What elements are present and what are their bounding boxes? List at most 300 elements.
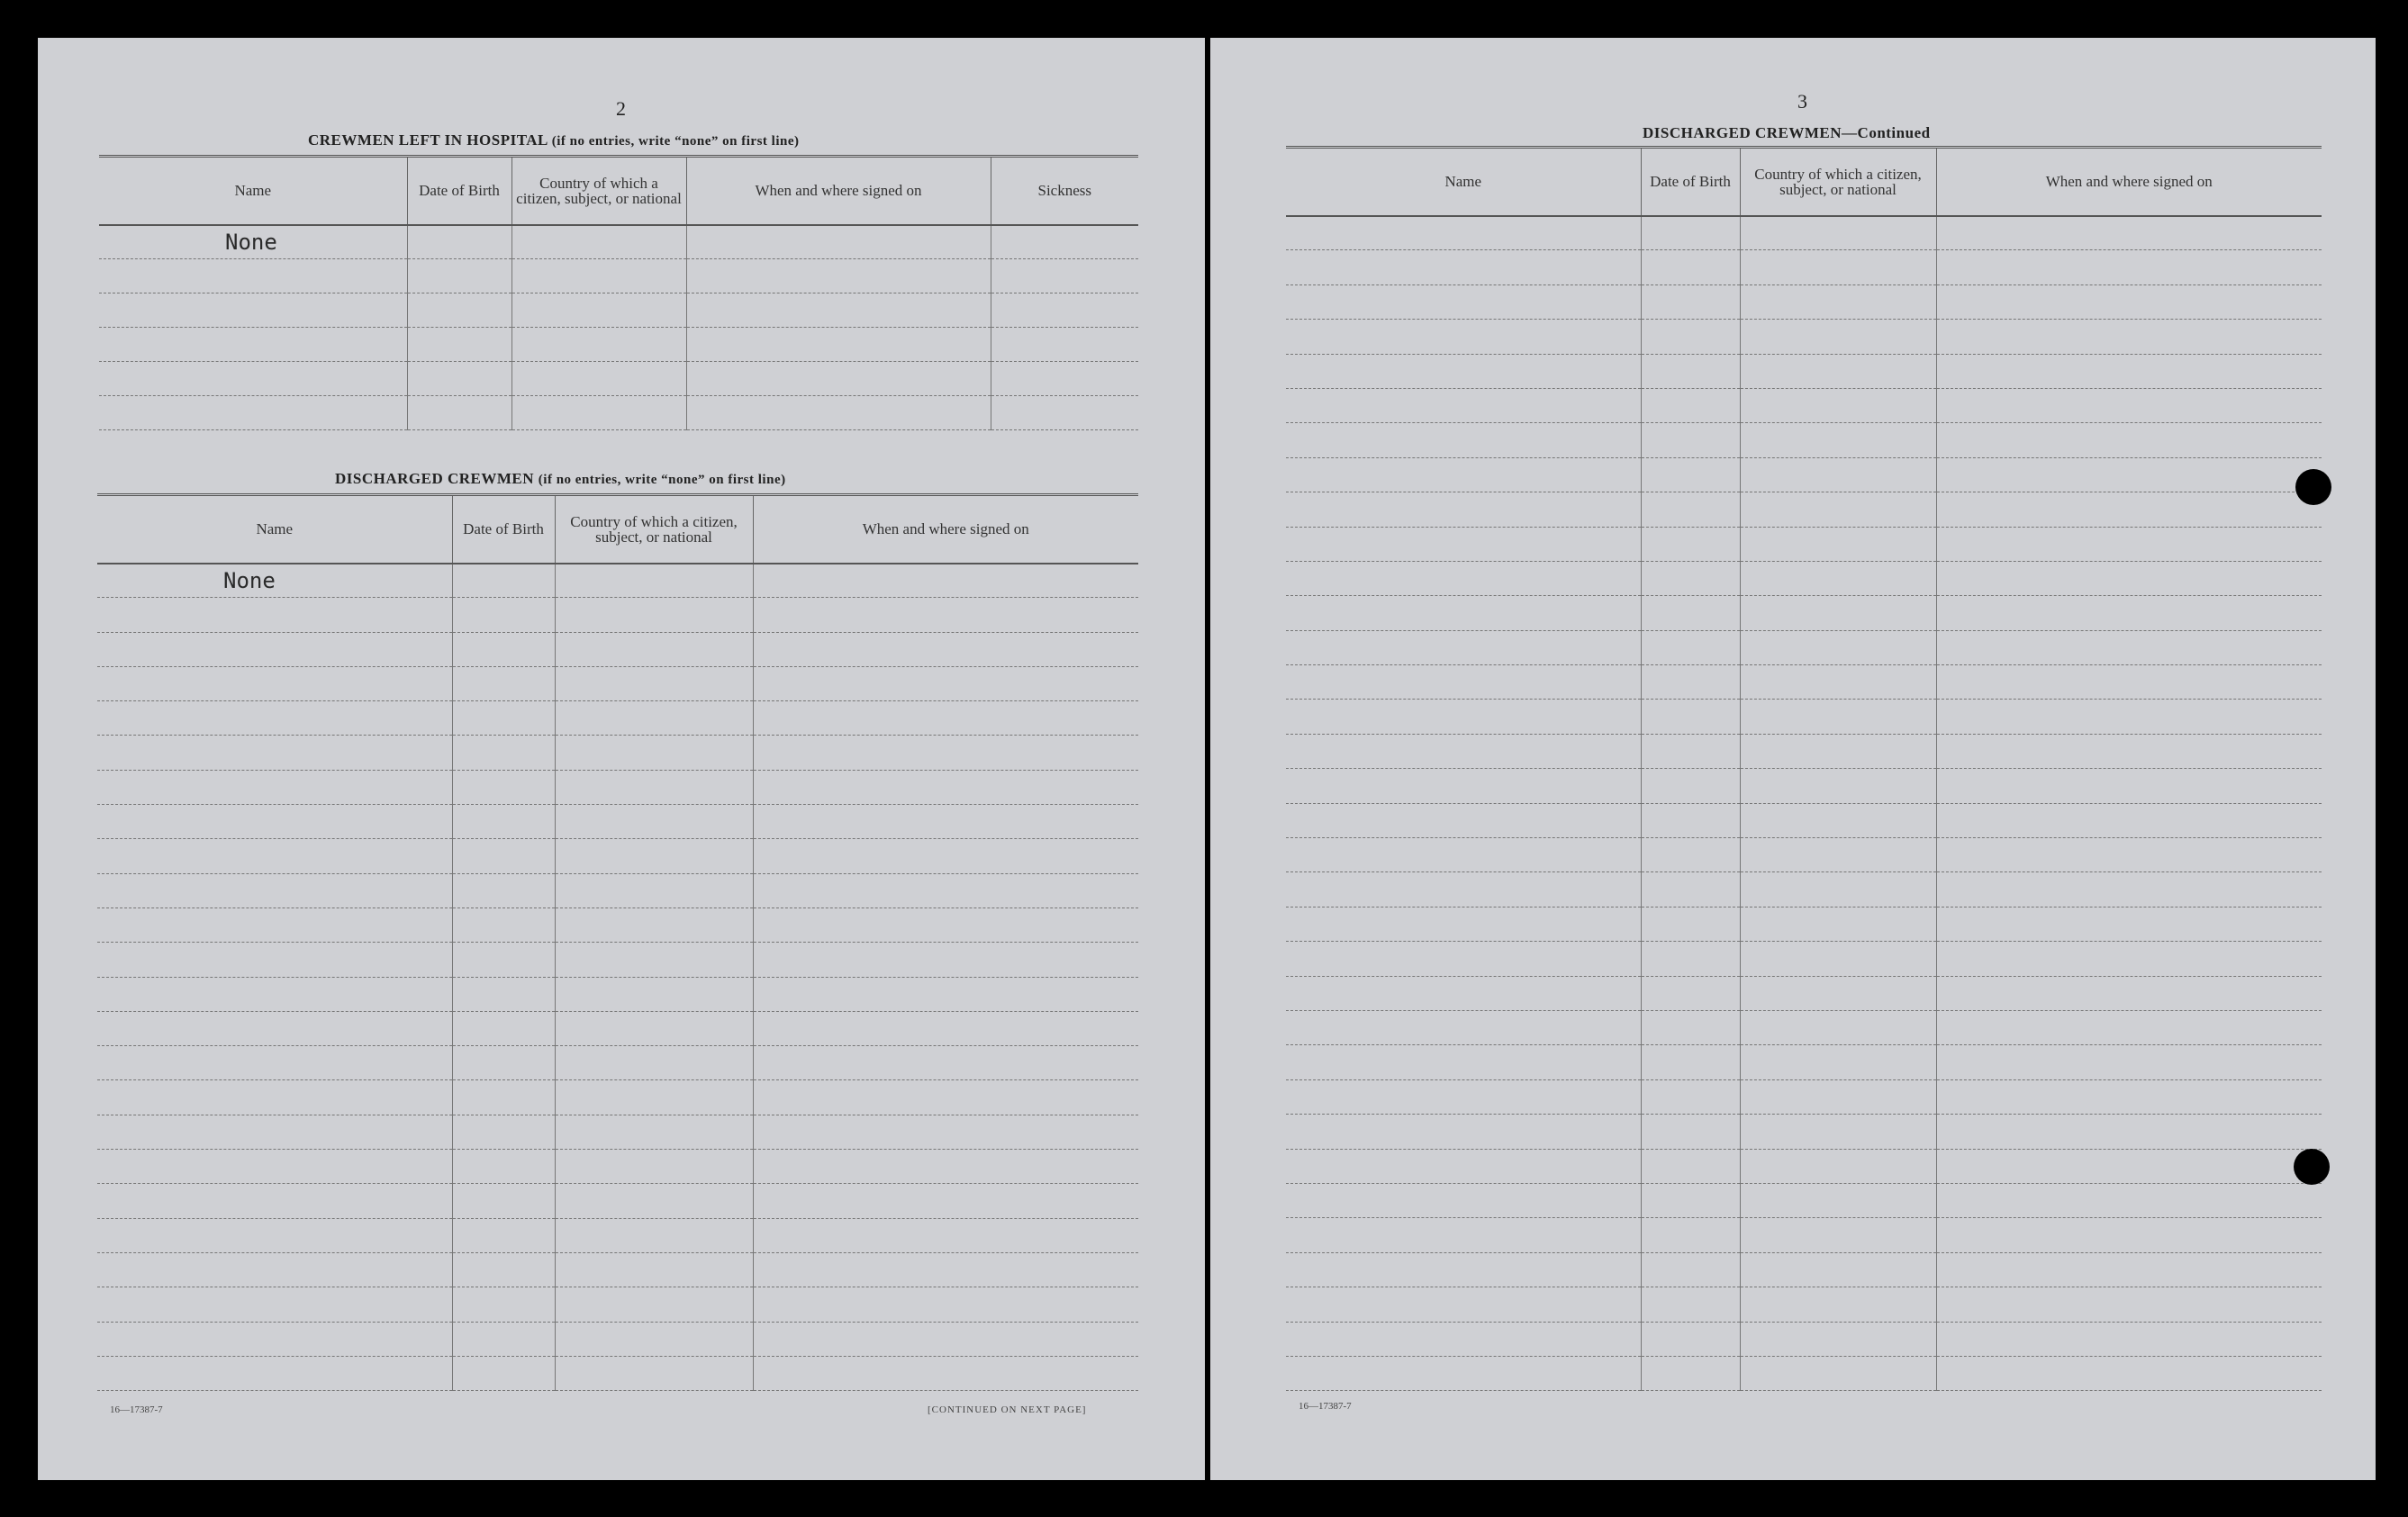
entry-cell bbox=[1641, 527, 1740, 561]
entry-cell bbox=[1740, 1252, 1936, 1287]
entry-cell bbox=[555, 1218, 753, 1252]
entry-cell bbox=[1641, 734, 1740, 768]
entry-cell bbox=[1936, 734, 2322, 768]
name-cell bbox=[1286, 907, 1641, 941]
table-row bbox=[1286, 1287, 2322, 1322]
entry-cell bbox=[753, 977, 1138, 1011]
name-cell bbox=[1286, 388, 1641, 422]
entry-cell bbox=[1936, 1045, 2322, 1079]
entry-cell bbox=[686, 396, 991, 430]
entry-cell bbox=[1641, 1287, 1740, 1322]
table-row bbox=[97, 598, 1138, 632]
entry-cell bbox=[1740, 1322, 1936, 1356]
name-cell bbox=[1286, 596, 1641, 630]
entry-cell bbox=[686, 362, 991, 396]
entry-cell bbox=[1641, 423, 1740, 457]
name-cell bbox=[97, 1150, 452, 1184]
entry-cell bbox=[555, 943, 753, 977]
name-cell bbox=[1286, 527, 1641, 561]
name-cell bbox=[97, 1011, 452, 1045]
table-row bbox=[1286, 1183, 2322, 1217]
name-cell bbox=[1286, 1356, 1641, 1390]
entry-cell bbox=[1936, 596, 2322, 630]
discharged-right-table bbox=[1286, 146, 2322, 1391]
name-cell bbox=[1286, 942, 1641, 976]
entry-cell bbox=[1740, 1183, 1936, 1217]
entry-cell bbox=[1936, 630, 2322, 664]
entry-cell bbox=[753, 666, 1138, 700]
entry-cell bbox=[1641, 216, 1740, 250]
entry-cell bbox=[1641, 769, 1740, 803]
entry-cell bbox=[991, 225, 1138, 259]
entry-cell bbox=[1641, 388, 1740, 422]
name-cell bbox=[1286, 216, 1641, 250]
discharged-left-table bbox=[97, 493, 1138, 1391]
entry-cell bbox=[753, 1150, 1138, 1184]
entry-cell bbox=[1740, 838, 1936, 872]
entry-cell bbox=[1740, 561, 1936, 595]
entry-cell bbox=[1936, 284, 2322, 319]
entry-cell bbox=[753, 1252, 1138, 1287]
table-row bbox=[1286, 1356, 2322, 1390]
entry-cell bbox=[555, 701, 753, 736]
table-row bbox=[1286, 284, 2322, 319]
name-cell bbox=[97, 1252, 452, 1287]
table-row bbox=[1286, 769, 2322, 803]
name-cell bbox=[1286, 700, 1641, 734]
entry-cell bbox=[1740, 942, 1936, 976]
table-row bbox=[97, 1184, 1138, 1218]
entry-cell bbox=[686, 259, 991, 293]
entry-cell bbox=[555, 1011, 753, 1045]
entry-cell bbox=[511, 225, 686, 259]
table-row bbox=[1286, 1252, 2322, 1287]
entry-cell bbox=[1641, 838, 1740, 872]
entry-cell bbox=[511, 396, 686, 430]
entry-cell bbox=[1740, 1045, 1936, 1079]
entry-cell bbox=[1740, 1149, 1936, 1183]
name-cell bbox=[99, 328, 407, 362]
entry-cell bbox=[686, 225, 991, 259]
table-row bbox=[1286, 872, 2322, 907]
entry-cell bbox=[1740, 596, 1936, 630]
entry-cell bbox=[452, 564, 555, 598]
table-row bbox=[97, 839, 1138, 873]
form-code-left: 16—17387-7 bbox=[110, 1404, 163, 1415]
entry-cell bbox=[407, 293, 511, 328]
name-cell bbox=[1286, 1183, 1641, 1217]
entry-cell bbox=[1641, 457, 1740, 492]
table-row bbox=[97, 1046, 1138, 1080]
entry-cell bbox=[452, 1046, 555, 1080]
name-cell bbox=[97, 943, 452, 977]
name-cell bbox=[1286, 561, 1641, 595]
col-date-of-birth: Date of Birth bbox=[452, 495, 555, 564]
entry-cell bbox=[991, 328, 1138, 362]
table-row bbox=[1286, 1218, 2322, 1252]
name-cell bbox=[97, 666, 452, 700]
entry-cell bbox=[452, 1150, 555, 1184]
name-cell bbox=[1286, 1149, 1641, 1183]
entry-cell bbox=[452, 598, 555, 632]
entry-cell bbox=[555, 1287, 753, 1322]
hospital-section-title bbox=[308, 131, 800, 149]
entry-cell bbox=[452, 977, 555, 1011]
name-cell bbox=[97, 1115, 452, 1149]
entry-cell bbox=[1641, 1218, 1740, 1252]
entry-cell bbox=[753, 632, 1138, 666]
table-row bbox=[1286, 1149, 2322, 1183]
name-cell bbox=[1286, 250, 1641, 284]
name-cell bbox=[1286, 734, 1641, 768]
entry-cell bbox=[555, 977, 753, 1011]
entry-cell bbox=[1740, 630, 1936, 664]
entry-cell bbox=[1936, 1079, 2322, 1114]
col-country: Country of which a citizen, subject, or national bbox=[511, 157, 686, 225]
table-row bbox=[97, 1218, 1138, 1252]
col-name: Name bbox=[97, 495, 452, 564]
continued-note: [CONTINUED ON NEXT PAGE] bbox=[928, 1404, 1087, 1415]
name-cell bbox=[97, 736, 452, 770]
name-cell bbox=[1286, 1322, 1641, 1356]
name-cell bbox=[97, 701, 452, 736]
name-cell bbox=[99, 362, 407, 396]
entry-cell bbox=[555, 907, 753, 942]
entry-cell bbox=[1641, 872, 1740, 907]
entry-cell bbox=[1641, 1045, 1740, 1079]
col-date-of-birth: Date of Birth bbox=[1641, 148, 1740, 216]
table-row bbox=[99, 362, 1138, 396]
page-spine bbox=[1205, 38, 1210, 1480]
entry-cell bbox=[1641, 700, 1740, 734]
entry-cell bbox=[1740, 354, 1936, 388]
name-cell bbox=[97, 632, 452, 666]
entry-cell bbox=[1740, 216, 1936, 250]
entry-cell bbox=[1740, 1079, 1936, 1114]
entry-cell bbox=[1641, 942, 1740, 976]
entry-cell bbox=[1641, 1149, 1740, 1183]
table-row bbox=[97, 805, 1138, 839]
name-cell bbox=[97, 1184, 452, 1218]
entry-cell bbox=[452, 1252, 555, 1287]
name-cell bbox=[1286, 1079, 1641, 1114]
name-cell bbox=[1286, 1287, 1641, 1322]
entry-cell bbox=[1936, 976, 2322, 1010]
table-row bbox=[1286, 320, 2322, 354]
entry-cell bbox=[452, 1322, 555, 1356]
entry-cell bbox=[1936, 872, 2322, 907]
entry-cell bbox=[753, 907, 1138, 942]
name-cell bbox=[97, 839, 452, 873]
table-row bbox=[97, 564, 1138, 598]
table-row bbox=[97, 1322, 1138, 1356]
table-row bbox=[1286, 630, 2322, 664]
discharged-right-header-row bbox=[1286, 148, 2322, 216]
table-row bbox=[1286, 457, 2322, 492]
entry-cell bbox=[1641, 630, 1740, 664]
entry-cell bbox=[1740, 769, 1936, 803]
entry-cell bbox=[1641, 492, 1740, 527]
name-cell bbox=[97, 1046, 452, 1080]
entry-cell bbox=[753, 1046, 1138, 1080]
entry-cell bbox=[1740, 284, 1936, 319]
entry-cell bbox=[753, 1184, 1138, 1218]
table-row bbox=[1286, 354, 2322, 388]
entry-cell bbox=[452, 632, 555, 666]
name-cell bbox=[99, 259, 407, 293]
entry-cell bbox=[452, 1218, 555, 1252]
entry-cell bbox=[1936, 1115, 2322, 1149]
entry-cell bbox=[1740, 872, 1936, 907]
table-row bbox=[1286, 838, 2322, 872]
table-row bbox=[1286, 250, 2322, 284]
name-cell bbox=[97, 770, 452, 804]
entry-cell bbox=[1641, 284, 1740, 319]
table-row bbox=[1286, 423, 2322, 457]
hospital-title-text: CREWMEN LEFT IN HOSPITAL bbox=[308, 131, 548, 149]
entry-cell bbox=[555, 1252, 753, 1287]
entry-cell bbox=[555, 564, 753, 598]
first-entry: None bbox=[97, 564, 452, 598]
entry-cell bbox=[407, 225, 511, 259]
name-cell bbox=[1286, 457, 1641, 492]
entry-cell bbox=[991, 396, 1138, 430]
table-row bbox=[97, 1252, 1138, 1287]
name-cell bbox=[97, 1356, 452, 1390]
col-sickness: Sickness bbox=[991, 157, 1138, 225]
entry-cell bbox=[555, 805, 753, 839]
entry-cell bbox=[407, 362, 511, 396]
entry-cell bbox=[753, 701, 1138, 736]
col-country: Country of which a citizen, subject, or national bbox=[555, 495, 753, 564]
table-row bbox=[97, 1115, 1138, 1149]
name-cell bbox=[99, 293, 407, 328]
discharged-left-header-row bbox=[97, 495, 1138, 564]
name-cell bbox=[97, 1080, 452, 1115]
entry-cell bbox=[991, 362, 1138, 396]
entry-cell bbox=[1936, 700, 2322, 734]
entry-cell bbox=[555, 873, 753, 907]
entry-cell bbox=[1740, 423, 1936, 457]
entry-cell bbox=[1641, 354, 1740, 388]
name-cell bbox=[1286, 803, 1641, 837]
entry-cell bbox=[1641, 907, 1740, 941]
name-cell bbox=[1286, 1115, 1641, 1149]
table-row bbox=[97, 1150, 1138, 1184]
name-cell bbox=[1286, 1218, 1641, 1252]
entry-cell bbox=[1936, 561, 2322, 595]
entry-cell bbox=[1641, 561, 1740, 595]
entry-cell bbox=[555, 839, 753, 873]
entry-cell bbox=[1936, 1218, 2322, 1252]
entry-cell bbox=[555, 598, 753, 632]
col-name: Name bbox=[99, 157, 407, 225]
entry-cell bbox=[555, 1356, 753, 1390]
entry-cell bbox=[1936, 803, 2322, 837]
entry-cell bbox=[1740, 907, 1936, 941]
first-entry: None bbox=[99, 225, 407, 259]
name-cell bbox=[97, 1218, 452, 1252]
table-row bbox=[1286, 388, 2322, 422]
table-row bbox=[1286, 1010, 2322, 1044]
col-signed-on: When and where signed on bbox=[1936, 148, 2322, 216]
entry-cell bbox=[555, 666, 753, 700]
table-row bbox=[1286, 734, 2322, 768]
entry-cell bbox=[1936, 1183, 2322, 1217]
col-signed-on: When and where signed on bbox=[686, 157, 991, 225]
table-row bbox=[1286, 1079, 2322, 1114]
page-number-right: 3 bbox=[1797, 90, 1807, 113]
entry-cell bbox=[1936, 1322, 2322, 1356]
entry-cell bbox=[753, 564, 1138, 598]
entry-cell bbox=[511, 328, 686, 362]
name-cell bbox=[1286, 630, 1641, 664]
entry-cell bbox=[407, 259, 511, 293]
name-cell bbox=[1286, 872, 1641, 907]
entry-cell bbox=[753, 1218, 1138, 1252]
entry-cell bbox=[753, 805, 1138, 839]
entry-cell bbox=[1740, 1010, 1936, 1044]
entry-cell bbox=[1641, 665, 1740, 700]
entry-cell bbox=[1641, 1183, 1740, 1217]
entry-cell bbox=[1936, 769, 2322, 803]
entry-cell bbox=[1740, 1287, 1936, 1322]
entry-cell bbox=[1936, 216, 2322, 250]
table-row bbox=[97, 873, 1138, 907]
entry-cell bbox=[452, 1356, 555, 1390]
entry-cell bbox=[1641, 1322, 1740, 1356]
entry-cell bbox=[1936, 1356, 2322, 1390]
table-row bbox=[1286, 665, 2322, 700]
entry-cell bbox=[753, 1322, 1138, 1356]
entry-cell bbox=[1641, 1079, 1740, 1114]
entry-cell bbox=[1936, 838, 2322, 872]
entry-cell bbox=[1641, 320, 1740, 354]
entry-cell bbox=[452, 666, 555, 700]
entry-cell bbox=[555, 1150, 753, 1184]
entry-cell bbox=[1936, 320, 2322, 354]
table-row bbox=[99, 259, 1138, 293]
entry-cell bbox=[686, 328, 991, 362]
entry-cell bbox=[1936, 1287, 2322, 1322]
table-row bbox=[1286, 216, 2322, 250]
entry-cell bbox=[1936, 423, 2322, 457]
table-row bbox=[97, 1011, 1138, 1045]
table-row bbox=[97, 943, 1138, 977]
entry-cell bbox=[555, 1322, 753, 1356]
entry-cell bbox=[1740, 700, 1936, 734]
name-cell bbox=[1286, 423, 1641, 457]
name-cell bbox=[1286, 354, 1641, 388]
entry-cell bbox=[452, 1184, 555, 1218]
entry-cell bbox=[753, 873, 1138, 907]
entry-cell bbox=[1641, 1356, 1740, 1390]
entry-cell bbox=[753, 1080, 1138, 1115]
table-row bbox=[97, 736, 1138, 770]
entry-cell bbox=[407, 328, 511, 362]
table-row bbox=[1286, 492, 2322, 527]
table-row bbox=[1286, 1322, 2322, 1356]
entry-cell bbox=[452, 839, 555, 873]
entry-cell bbox=[1936, 1252, 2322, 1287]
table-row bbox=[1286, 527, 2322, 561]
name-cell bbox=[1286, 1045, 1641, 1079]
hospital-header-row bbox=[99, 157, 1138, 225]
table-row bbox=[97, 632, 1138, 666]
entry-cell bbox=[511, 259, 686, 293]
entry-cell bbox=[1641, 976, 1740, 1010]
punch-hole bbox=[2294, 1149, 2330, 1185]
entry-cell bbox=[555, 1046, 753, 1080]
entry-cell bbox=[1936, 388, 2322, 422]
col-country: Country of which a citizen, subject, or national bbox=[1740, 148, 1936, 216]
entry-cell bbox=[1936, 1010, 2322, 1044]
entry-cell bbox=[991, 293, 1138, 328]
entry-cell bbox=[1936, 457, 2322, 492]
discharged-continued-title: DISCHARGED CREWMEN—Continued bbox=[1643, 124, 1931, 141]
table-row bbox=[97, 770, 1138, 804]
table-row bbox=[1286, 907, 2322, 941]
entry-cell bbox=[452, 1287, 555, 1322]
entry-cell bbox=[1936, 354, 2322, 388]
entry-cell bbox=[1641, 250, 1740, 284]
name-cell bbox=[99, 396, 407, 430]
name-cell bbox=[1286, 284, 1641, 319]
name-cell bbox=[97, 977, 452, 1011]
entry-cell bbox=[452, 701, 555, 736]
entry-cell bbox=[452, 907, 555, 942]
entry-cell bbox=[753, 839, 1138, 873]
name-cell bbox=[97, 1322, 452, 1356]
table-row bbox=[97, 1080, 1138, 1115]
table-row bbox=[97, 907, 1138, 942]
name-cell bbox=[97, 873, 452, 907]
entry-cell bbox=[1740, 976, 1936, 1010]
name-cell bbox=[97, 598, 452, 632]
entry-cell bbox=[1936, 492, 2322, 527]
entry-cell bbox=[1740, 734, 1936, 768]
entry-cell bbox=[1740, 1218, 1936, 1252]
discharged-instruction: (if no entries, write “none” on first line) bbox=[538, 473, 786, 487]
entry-cell bbox=[753, 1011, 1138, 1045]
name-cell bbox=[1286, 1252, 1641, 1287]
name-cell bbox=[1286, 665, 1641, 700]
entry-cell bbox=[1740, 527, 1936, 561]
entry-cell bbox=[1936, 1149, 2322, 1183]
table-row bbox=[1286, 976, 2322, 1010]
entry-cell bbox=[555, 1115, 753, 1149]
entry-cell bbox=[1740, 250, 1936, 284]
entry-cell bbox=[1740, 457, 1936, 492]
name-cell bbox=[97, 805, 452, 839]
entry-cell bbox=[452, 736, 555, 770]
entry-cell bbox=[1740, 1115, 1936, 1149]
discharged-section-title bbox=[335, 470, 786, 488]
entry-cell bbox=[555, 1184, 753, 1218]
table-row bbox=[1286, 942, 2322, 976]
entry-cell bbox=[1641, 803, 1740, 837]
entry-cell bbox=[753, 943, 1138, 977]
entry-cell bbox=[753, 1115, 1138, 1149]
entry-cell bbox=[753, 1287, 1138, 1322]
table-row bbox=[1286, 1045, 2322, 1079]
table-row bbox=[97, 1356, 1138, 1390]
table-row bbox=[99, 396, 1138, 430]
entry-cell bbox=[991, 259, 1138, 293]
entry-cell bbox=[452, 1115, 555, 1149]
entry-cell bbox=[1936, 942, 2322, 976]
col-signed-on: When and where signed on bbox=[753, 495, 1138, 564]
